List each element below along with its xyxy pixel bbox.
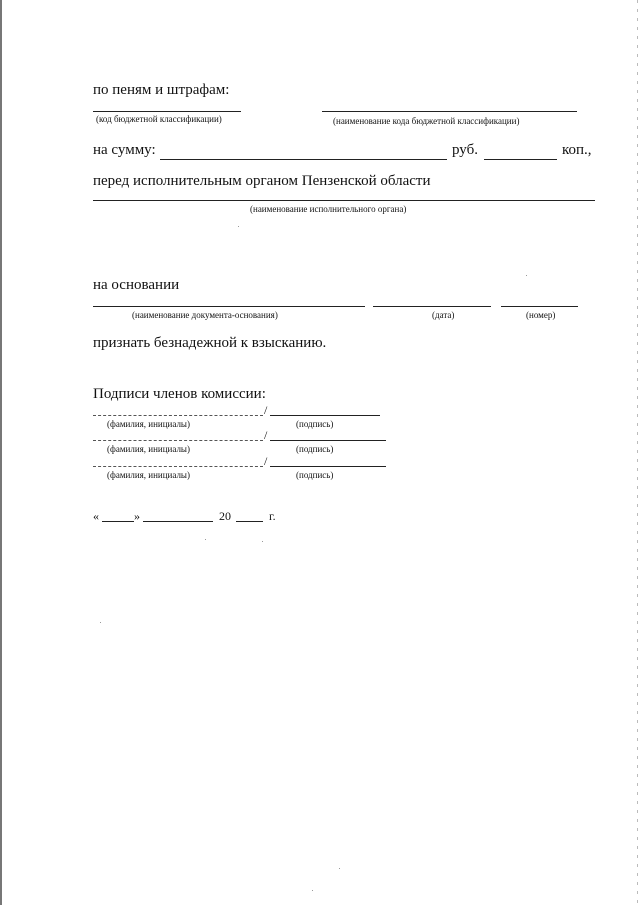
before-organ-label: перед исполнительным органом Пензенской области xyxy=(93,173,431,189)
date-year-suffix: г. xyxy=(269,509,276,523)
scan-speck xyxy=(100,622,101,623)
declare-label: признать безнадежной к взысканию. xyxy=(93,335,327,351)
signature-sign-field-3[interactable] xyxy=(270,466,386,467)
basis-date-caption: (дата) xyxy=(432,310,455,320)
organ-name-field[interactable] xyxy=(93,200,595,201)
penalties-label: по пеням и штрафам: xyxy=(93,82,230,98)
signature-sign-caption-2: (подпись) xyxy=(296,444,334,454)
scan-speck xyxy=(262,541,263,542)
basis-document-caption: (наименование документа-основания) xyxy=(132,310,278,320)
budget-code-field[interactable] xyxy=(93,111,241,112)
signature-name-field-3[interactable] xyxy=(93,466,263,467)
signature-name-field-2[interactable] xyxy=(93,440,263,441)
signature-sign-field-1[interactable] xyxy=(270,415,380,416)
basis-number-caption: (номер) xyxy=(526,310,556,320)
signature-name-caption-3: (фамилия, инициалы) xyxy=(107,470,190,480)
signature-sign-field-2[interactable] xyxy=(270,440,386,441)
scan-speck xyxy=(205,539,206,540)
basis-number-field[interactable] xyxy=(501,306,578,307)
rub-label: руб. xyxy=(452,142,478,158)
basis-document-field[interactable] xyxy=(93,306,365,307)
date-year-field[interactable] xyxy=(236,521,263,522)
scan-speck xyxy=(312,890,313,891)
signature-slash-1: / xyxy=(264,403,268,417)
scan-speck xyxy=(526,275,527,276)
signature-slash-2: / xyxy=(264,428,268,442)
signature-sign-caption-1: (подпись) xyxy=(296,419,334,429)
organ-caption: (наименование исполнительного органа) xyxy=(250,204,407,214)
basis-label: на основании xyxy=(93,277,180,293)
date-open-quote: « xyxy=(93,509,99,523)
budget-code-name-caption: (наименование кода бюджетной классификации) xyxy=(333,116,520,126)
budget-code-name-field[interactable] xyxy=(322,111,577,112)
signature-sign-caption-3: (подпись) xyxy=(296,470,334,480)
signature-slash-3: / xyxy=(264,454,268,468)
scan-left-edge xyxy=(0,0,2,905)
date-close-quote: » xyxy=(134,509,140,523)
signature-name-caption-2: (фамилия, инициалы) xyxy=(107,444,190,454)
scan-right-edge xyxy=(637,0,638,905)
signature-name-caption-1: (фамилия, инициалы) xyxy=(107,419,190,429)
kop-label: коп., xyxy=(562,142,592,158)
date-year-prefix: 20 xyxy=(219,509,231,523)
sum-label: на сумму: xyxy=(93,142,156,158)
scan-speck xyxy=(238,226,239,227)
date-day-field[interactable] xyxy=(102,521,134,522)
signatures-title: Подписи членов комиссии: xyxy=(93,386,266,402)
sum-kop-field[interactable] xyxy=(484,159,557,160)
scan-speck xyxy=(339,868,340,869)
date-month-field[interactable] xyxy=(143,521,213,522)
signature-name-field-1[interactable] xyxy=(93,415,263,416)
basis-date-field[interactable] xyxy=(373,306,491,307)
sum-rub-field[interactable] xyxy=(160,159,447,160)
budget-code-caption: (код бюджетной классификации) xyxy=(96,114,222,124)
